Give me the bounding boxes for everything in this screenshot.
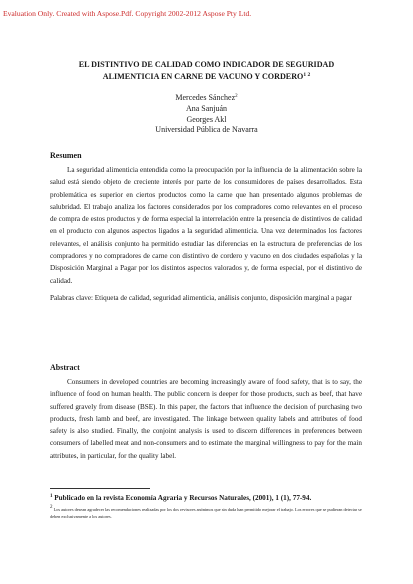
footnote-1: [50, 493, 370, 503]
author-3: Georges Akl: [186, 114, 227, 124]
footnote-2: [50, 507, 368, 520]
title-footnote-marks: 1 2: [303, 71, 311, 78]
resumen-body: La seguridad alimenticia entendida como la preocupación por la influencia de la alimentación sobre la salud está siendo objeto de creciente interés por parte de los consumidores de países desarrollados. Esta problemática es superior en ciertos productos como la carne que han presentado algunos problemas de salubridad. El trabajo analiza los factores considerados por los compradores como relevantes en el proceso de compra de estos productos y de forma especial la interrelación entre la presencia de distintivos de calidad en el producto con algunos aspectos ligados a la seguridad alimenticia. Una vez determinados los factores relevantes, el análisis conjunto ha permitido estudiar las diferencias en la estructura de preferencias de los compradores y no compradores de carne con distintivo de cordero y vacuno en dos ciudades españolas y la Disposición Marginal a Pagar por los distintos aspectos valorados y, de forma especial, por el distintivo de calidad.: [50, 166, 362, 285]
footnote-1-mark: 1: [50, 494, 53, 499]
author-1-name: Mercedes Sánchez: [175, 93, 236, 102]
resumen-heading: Resumen: [50, 151, 82, 160]
title-line-2: [40, 71, 373, 83]
author-1: [40, 93, 373, 104]
abstract-body: Consumers in developed countries are becoming increasingly aware of food safety, that is to say, the influence of food on human health. The public concern is deeper for those products, such as beef, that have suffered gravely from disease (BSE). In this paper, the factors that influence the decision of purchasing two products, fresh lamb and beef, are investigated. The linkage between quality labels and attributes of food safety is also studied. Finally, the conjoint analysis is used to discern differences in preferences between consumers of labelled meat and non-consumers and to estimate the marginal willingness to pay for the main attributes, in particular, for the quality label.: [50, 378, 362, 460]
paper-title: [40, 59, 373, 82]
affiliation: Universidad Pública de Navarra: [155, 125, 258, 135]
abstract-heading: Abstract: [50, 363, 80, 372]
footnote-divider: [50, 488, 150, 489]
title-line-2-text: ALIMENTICIA EN CARNE DE VACUNO Y CORDERO: [102, 71, 304, 81]
footnote-2-text: Los autores desean agradecer las recomendaciones realizadas por los dos revisores anónimos que sin duda han permitido mejorar el trabajo. Los errores que se pudieran detectar se deben exclusivamente a los autores.: [50, 507, 362, 519]
author-2: Ana Sanjuán: [185, 103, 228, 113]
footnote-1-text: Publicado en la revista Economía Agraria y Recursos Naturales, (2001), 1 (1), 77-94.: [54, 494, 312, 502]
keywords: Palabras clave: Etiqueta de calidad, seguridad alimenticia, análisis conjunto, disposición marginal a pagar: [50, 294, 352, 302]
author-1-footnote-mark: 2: [235, 94, 238, 99]
author-block: [40, 93, 373, 136]
watermark: Evaluation Only. Created with Aspose.Pdf. Copyright 2002-2012 Aspose Pty Ltd.: [3, 9, 252, 18]
footnote-2-mark: 2: [50, 505, 53, 510]
title-line-1: EL DISTINTIVO DE CALIDAD COMO INDICADOR DE SEGURIDAD: [78, 60, 335, 69]
